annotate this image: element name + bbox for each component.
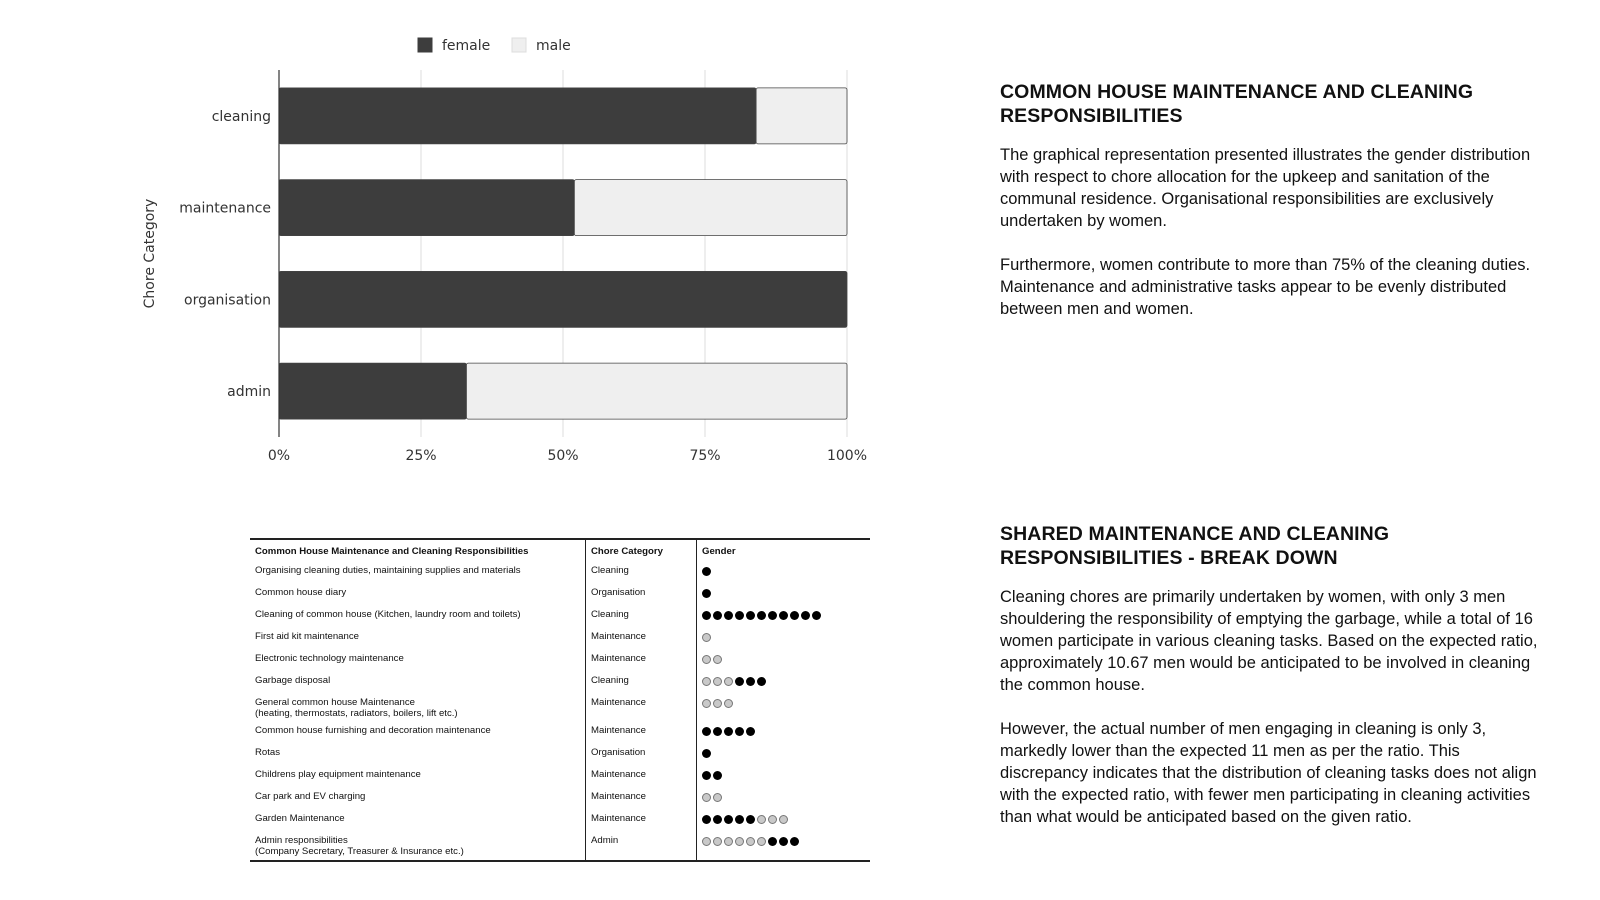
task-label: First aid kit maintenance	[255, 631, 359, 642]
x-tick-label: 100%	[826, 448, 868, 464]
legend-label-male: male	[536, 38, 571, 54]
female-dot	[702, 567, 711, 576]
table-row	[250, 722, 870, 744]
bar-female	[279, 180, 574, 236]
female-dot	[724, 611, 733, 620]
category-cell: Maintenance	[586, 788, 697, 810]
header-task: Common House Maintenance and Cleaning Responsibilities	[250, 539, 586, 562]
male-dot	[724, 677, 733, 686]
task-cell	[250, 562, 586, 584]
gender-cell	[697, 722, 871, 744]
bar-female	[279, 271, 847, 327]
bar-female	[279, 363, 466, 419]
summary-paragraph-2: Furthermore, women contribute to more than 75% of the cleaning duties. Maintenance and administrative tasks appear to be evenly distributed between men and women.	[1000, 256, 1531, 318]
male-dot	[713, 677, 722, 686]
table-row	[250, 810, 870, 832]
female-dot	[702, 815, 711, 824]
female-dot	[757, 677, 766, 686]
category-cell: Organisation	[586, 744, 697, 766]
gender-cell	[697, 788, 871, 810]
category-cell: Maintenance	[586, 810, 697, 832]
task-label: Common house furnishing and decoration maintenance	[255, 725, 491, 736]
gender-dots	[702, 631, 865, 642]
task-cell	[250, 672, 586, 694]
category-cell: Organisation	[586, 584, 697, 606]
female-dot	[724, 815, 733, 824]
gender-dots	[702, 747, 865, 758]
summary-title	[1000, 80, 1540, 128]
male-dot	[724, 837, 733, 846]
breakdown-title-line1: SHARED MAINTENANCE AND CLEANING	[1000, 523, 1390, 545]
male-dot	[757, 837, 766, 846]
male-dot	[702, 633, 711, 642]
female-dot	[768, 611, 777, 620]
category-cell: Maintenance	[586, 628, 697, 650]
male-dot	[746, 837, 755, 846]
task-label: Admin responsibilities	[255, 835, 348, 846]
header-category: Chore Category	[586, 539, 697, 562]
category-cell: Cleaning	[586, 562, 697, 584]
y-axis-title: Chore Category	[142, 198, 158, 309]
female-dot	[746, 815, 755, 824]
category-cell: Maintenance	[586, 694, 697, 722]
breakdown-paragraph-2: However, the actual number of men engaging in cleaning is only 3, markedly lower than the expected 11 men as per the ratio. This discrepancy indicates that the distribution of cleaning tasks does not align with the expected ratio, with fewer men participating in cleaning activities than what would be anticipated based on the given ratio.	[1000, 720, 1537, 826]
breakdown-title	[1000, 522, 1540, 570]
male-dot	[713, 837, 722, 846]
task-cell	[250, 650, 586, 672]
task-cell	[250, 628, 586, 650]
gender-dots	[702, 565, 865, 576]
female-dot	[790, 837, 799, 846]
category-label: admin	[227, 384, 271, 401]
gender-cell	[697, 606, 871, 628]
male-dot	[713, 699, 722, 708]
female-dot	[713, 727, 722, 736]
male-dot	[768, 815, 777, 824]
breakdown-title-line2: RESPONSIBILITIES - BREAK DOWN	[1000, 547, 1338, 569]
table-header-row	[250, 539, 870, 562]
female-dot	[713, 771, 722, 780]
table-row	[250, 832, 870, 861]
female-dot	[702, 589, 711, 598]
task-cell	[250, 766, 586, 788]
male-dot	[702, 655, 711, 664]
x-tick-label: 25%	[405, 448, 437, 464]
category-cell: Cleaning	[586, 606, 697, 628]
task-label: Childrens play equipment maintenance	[255, 769, 421, 780]
gender-dots	[702, 609, 865, 620]
breakdown-paragraph-1: Cleaning chores are primarily undertaken by women, with only 3 men shouldering the responsibility of emptying the garbage, while a total of 16 women participate in various cleaning tasks. Based on the expected ratio, approximately 10.67 men would be anticipated to be involved in cleaning the common house.	[1000, 588, 1538, 694]
breakdown-panel	[1000, 522, 1540, 850]
summary-panel	[1000, 80, 1540, 342]
male-dot	[702, 677, 711, 686]
summary-paragraph-1: The graphical representation presented illustrates the gender distribution with respect to chore allocation for the upkeep and sanitation of the communal residence. Organisational responsibilities are exclusively undertaken by women.	[1000, 146, 1531, 230]
category-cell: Maintenance	[586, 650, 697, 672]
task-cell	[250, 722, 586, 744]
table-row	[250, 606, 870, 628]
gender-dots	[702, 725, 865, 736]
female-dot	[801, 611, 810, 620]
category-label: organisation	[184, 292, 271, 309]
task-cell	[250, 584, 586, 606]
category-label: maintenance	[179, 200, 271, 217]
female-dot	[790, 611, 799, 620]
gender-cell	[697, 810, 871, 832]
female-dot	[724, 727, 733, 736]
gender-cell	[697, 562, 871, 584]
female-dot	[779, 837, 788, 846]
task-cell	[250, 744, 586, 766]
male-dot	[779, 815, 788, 824]
female-dot	[713, 611, 722, 620]
gender-cell	[697, 766, 871, 788]
female-dot	[746, 677, 755, 686]
task-cell	[250, 810, 586, 832]
task-cell	[250, 788, 586, 810]
table-row	[250, 672, 870, 694]
table-row	[250, 766, 870, 788]
gender-cell	[697, 650, 871, 672]
header-gender: Gender	[702, 546, 736, 557]
x-tick-label: 0%	[267, 448, 291, 464]
female-dot	[713, 815, 722, 824]
female-dot	[757, 611, 766, 620]
category-cell: Admin	[586, 832, 697, 861]
legend-swatch-male	[512, 38, 526, 52]
gender-cell	[697, 744, 871, 766]
legend-swatch-female	[418, 38, 432, 52]
female-dot	[702, 771, 711, 780]
category-cell: Cleaning	[586, 672, 697, 694]
gender-dots	[702, 697, 865, 708]
task-label: Garden Maintenance	[255, 813, 345, 824]
task-cell	[250, 694, 586, 722]
female-dot	[735, 815, 744, 824]
table-row	[250, 744, 870, 766]
bar-male	[466, 363, 847, 419]
female-dot	[768, 837, 777, 846]
male-dot	[724, 699, 733, 708]
task-label: Cleaning of common house (Kitchen, laundry room and toilets)	[255, 609, 521, 620]
gender-cell	[697, 584, 871, 606]
gender-cell	[697, 672, 871, 694]
bar-female	[279, 88, 756, 144]
female-dot	[702, 727, 711, 736]
task-label: General common house Maintenance	[255, 697, 415, 708]
male-dot	[702, 699, 711, 708]
gender-dots	[702, 675, 865, 686]
female-dot	[812, 611, 821, 620]
gender-dots	[702, 587, 865, 598]
male-dot	[735, 837, 744, 846]
task-cell	[250, 606, 586, 628]
task-label: Electronic technology maintenance	[255, 653, 404, 664]
female-dot	[735, 677, 744, 686]
task-label: Organising cleaning duties, maintaining supplies and materials	[255, 565, 521, 576]
task-cell	[250, 832, 586, 861]
category-label: cleaning	[211, 108, 271, 125]
table-body	[250, 562, 870, 861]
table-row	[250, 650, 870, 672]
table-row	[250, 584, 870, 606]
category-cell: Maintenance	[586, 722, 697, 744]
female-dot	[702, 749, 711, 758]
table-row	[250, 788, 870, 810]
gender-dots	[702, 653, 865, 664]
summary-title-line1: COMMON HOUSE MAINTENANCE AND CLEANING	[1000, 81, 1474, 103]
female-dot	[746, 727, 755, 736]
breakdown-table	[250, 538, 870, 862]
male-dot	[713, 793, 722, 802]
task-sublabel: (heating, thermostats, radiators, boilers, lift etc.)	[255, 708, 458, 719]
female-dot	[702, 611, 711, 620]
female-dot	[735, 727, 744, 736]
female-dot	[735, 611, 744, 620]
gender-dots	[702, 769, 865, 780]
summary-title-line2: RESPONSIBILITIES	[1000, 105, 1183, 127]
task-label: Car park and EV charging	[255, 791, 366, 802]
gender-cell	[697, 694, 871, 722]
table-row	[250, 628, 870, 650]
gender-cell	[697, 832, 871, 861]
gender-dots	[702, 813, 865, 824]
task-label: Common house diary	[255, 587, 347, 598]
male-dot	[702, 837, 711, 846]
male-dot	[702, 793, 711, 802]
table-row	[250, 694, 870, 722]
x-tick-label: 75%	[689, 448, 721, 464]
legend-label-female: female	[442, 38, 491, 54]
male-dot	[757, 815, 766, 824]
task-sublabel: (Company Secretary, Treasurer & Insurance etc.)	[255, 846, 464, 857]
gender-dots	[702, 835, 865, 846]
category-cell: Maintenance	[586, 766, 697, 788]
table-row	[250, 562, 870, 584]
male-dot	[713, 655, 722, 664]
gender-cell	[697, 628, 871, 650]
gender-dots	[702, 791, 865, 802]
breakdown-table-wrap	[250, 538, 870, 862]
stacked-bar-chart	[130, 25, 910, 490]
female-dot	[746, 611, 755, 620]
chart-svg	[130, 25, 910, 490]
bar-male	[574, 180, 847, 236]
bar-male	[756, 88, 847, 144]
task-label: Rotas	[255, 747, 281, 758]
female-dot	[779, 611, 788, 620]
task-label: Garbage disposal	[255, 675, 331, 686]
x-tick-label: 50%	[547, 448, 579, 464]
